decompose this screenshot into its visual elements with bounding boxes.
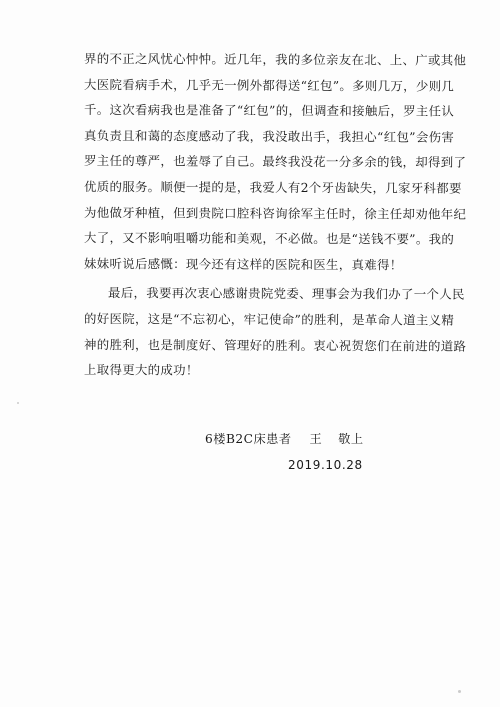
closing-line: 上取得更大的成功！	[83, 362, 199, 378]
letter-date: 2019.10.28	[288, 458, 363, 472]
letter-line: 大医院看病手术，几乎无一例外都得送“红包”。多则几万，少则几	[83, 76, 455, 94]
scan-speck	[458, 690, 461, 693]
letter-line: 千。这次看病我也是准备了“红包”的，但调查和接触后，罗主任认	[83, 102, 455, 119]
signature-name: 王	[309, 432, 323, 446]
signature-suffix: 敬上	[338, 432, 364, 446]
closing-line: 的好医院，这是“不忘初心，牢记使命”的胜利，是革命人道主义精	[83, 310, 455, 328]
letter-line: 为他做牙种植，但到贵院口腔科咨询徐军主任时，徐主任却劝他年纪	[83, 204, 467, 222]
closing-line: 神的胜利，也是制度好、管理好的胜利。衷心祝贺您们在前进的道路	[83, 336, 467, 354]
letter-line: 大了，又不影响咀嚼功能和美观，不必做。也是“送钱不要”。我的	[83, 230, 455, 247]
letter-line: 妹妹听说后感慨：现今还有这样的医院和医生，真难得！	[83, 255, 403, 273]
signature-prefix: 6楼B2C床患者	[205, 432, 292, 446]
letter-body	[83, 46, 467, 383]
letter-line: 界的不正之风忧心忡忡。近几年，我的多位亲友在北、上、广或其他	[83, 51, 467, 68]
signature	[205, 430, 364, 447]
scan-speck	[17, 402, 19, 404]
letter-line: 真负责且和蔼的态度感动了我，我没敢出手，我担心“红包”会伤害	[83, 127, 455, 145]
letter-line: 罗主任的尊严，也羞辱了自己。最终我没花一分多余的钱，却得到了	[83, 153, 467, 171]
closing-line: 最后，我要再次衷心感谢贵院党委、理事会为我们办了一个人民	[107, 285, 465, 303]
letter-line: 优质的服务。顺便一提的是，我爱人有2个牙齿缺失，几家牙科都要	[83, 178, 462, 196]
